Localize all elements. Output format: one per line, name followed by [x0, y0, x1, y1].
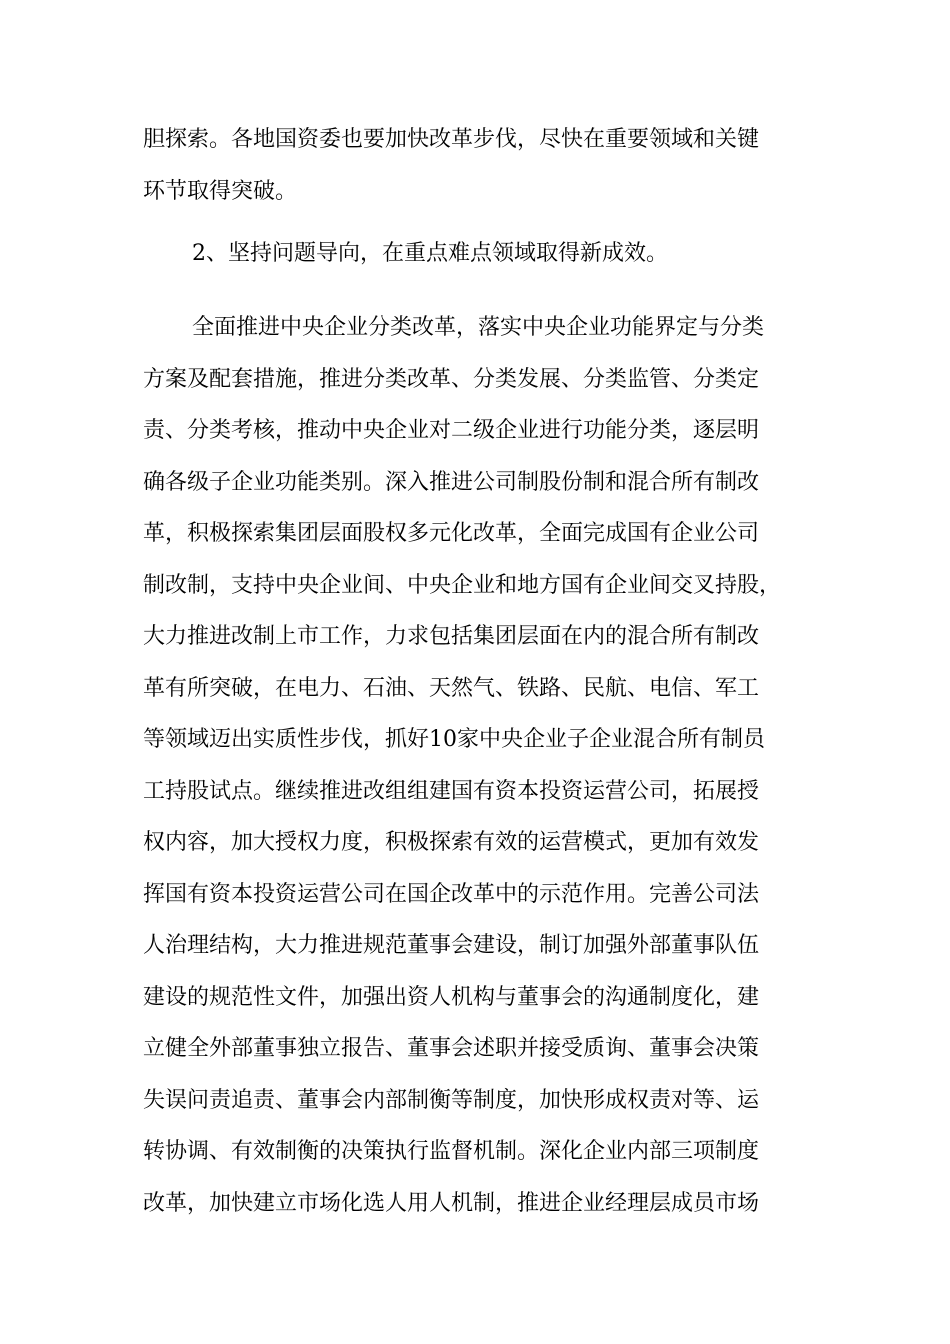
paragraph-2-line-12: 挥国有资本投资运营公司在国企改革中的示范作用。完善公司法 [143, 882, 760, 907]
paragraph-2-line-5: 革，积极探索集团层面股权多元化改革，全面完成国有企业公司 [143, 521, 760, 546]
paragraph-2-line-13: 人治理结构，大力推进规范董事会建设，制订加强外部董事队伍 [143, 933, 760, 958]
paragraph-2-line-16: 失误问责追责、董事会内部制衡等制度，加快形成权责对等、运 [143, 1088, 760, 1113]
paragraph-2-line-8: 革有所突破，在电力、石油、天然气、铁路、民航、电信、军工 [143, 676, 760, 701]
paragraph-2-line-7: 大力推进改制上市工作，力求包括集团层面在内的混合所有制改 [143, 624, 760, 649]
paragraph-2-line-1: 全面推进中央企业分类改革，落实中央企业功能界定与分类 [192, 315, 765, 340]
paragraph-1-line-1: 胆探索。各地国资委也要加快改革步伐，尽快在重要领域和关键 [143, 127, 760, 152]
paragraph-2-line-10: 工持股试点。继续推进改组组建国有资本投资运营公司，拓展授 [143, 779, 760, 804]
paragraph-2-line-4: 确各级子企业功能类别。深入推进公司制股份制和混合所有制改 [143, 470, 760, 495]
paragraph-2-line-9: 等领域迈出实质性步伐，抓好10家中央企业子企业混合所有制员 [143, 727, 765, 752]
paragraph-2-line-15: 立健全外部董事独立报告、董事会述职并接受质询、董事会决策 [143, 1036, 760, 1061]
section-heading: 2、坚持问题导向，在重点难点领域取得新成效。 [192, 241, 668, 266]
paragraph-2-line-3: 责、分类考核，推动中央企业对二级企业进行功能分类，逐层明 [143, 418, 760, 443]
paragraph-1-line-2: 环节取得突破。 [143, 179, 298, 204]
paragraph-2-line-2: 方案及配套措施，推进分类改革、分类发展、分类监管、分类定 [143, 367, 760, 392]
paragraph-2-line-17: 转协调、有效制衡的决策执行监督机制。深化企业内部三项制度 [143, 1139, 760, 1164]
paragraph-2-line-11: 权内容，加大授权力度，积极探索有效的运营模式，更加有效发 [143, 830, 760, 855]
paragraph-2-line-14: 建设的规范性文件，加强出资人机构与董事会的沟通制度化，建 [143, 985, 760, 1010]
paragraph-2-line-18: 改革，加快建立市场化选人用人机制，推进企业经理层成员市场 [143, 1191, 760, 1216]
paragraph-2-line-6: 制改制，支持中央企业间、中央企业和地方国有企业间交叉持股， [143, 573, 782, 598]
